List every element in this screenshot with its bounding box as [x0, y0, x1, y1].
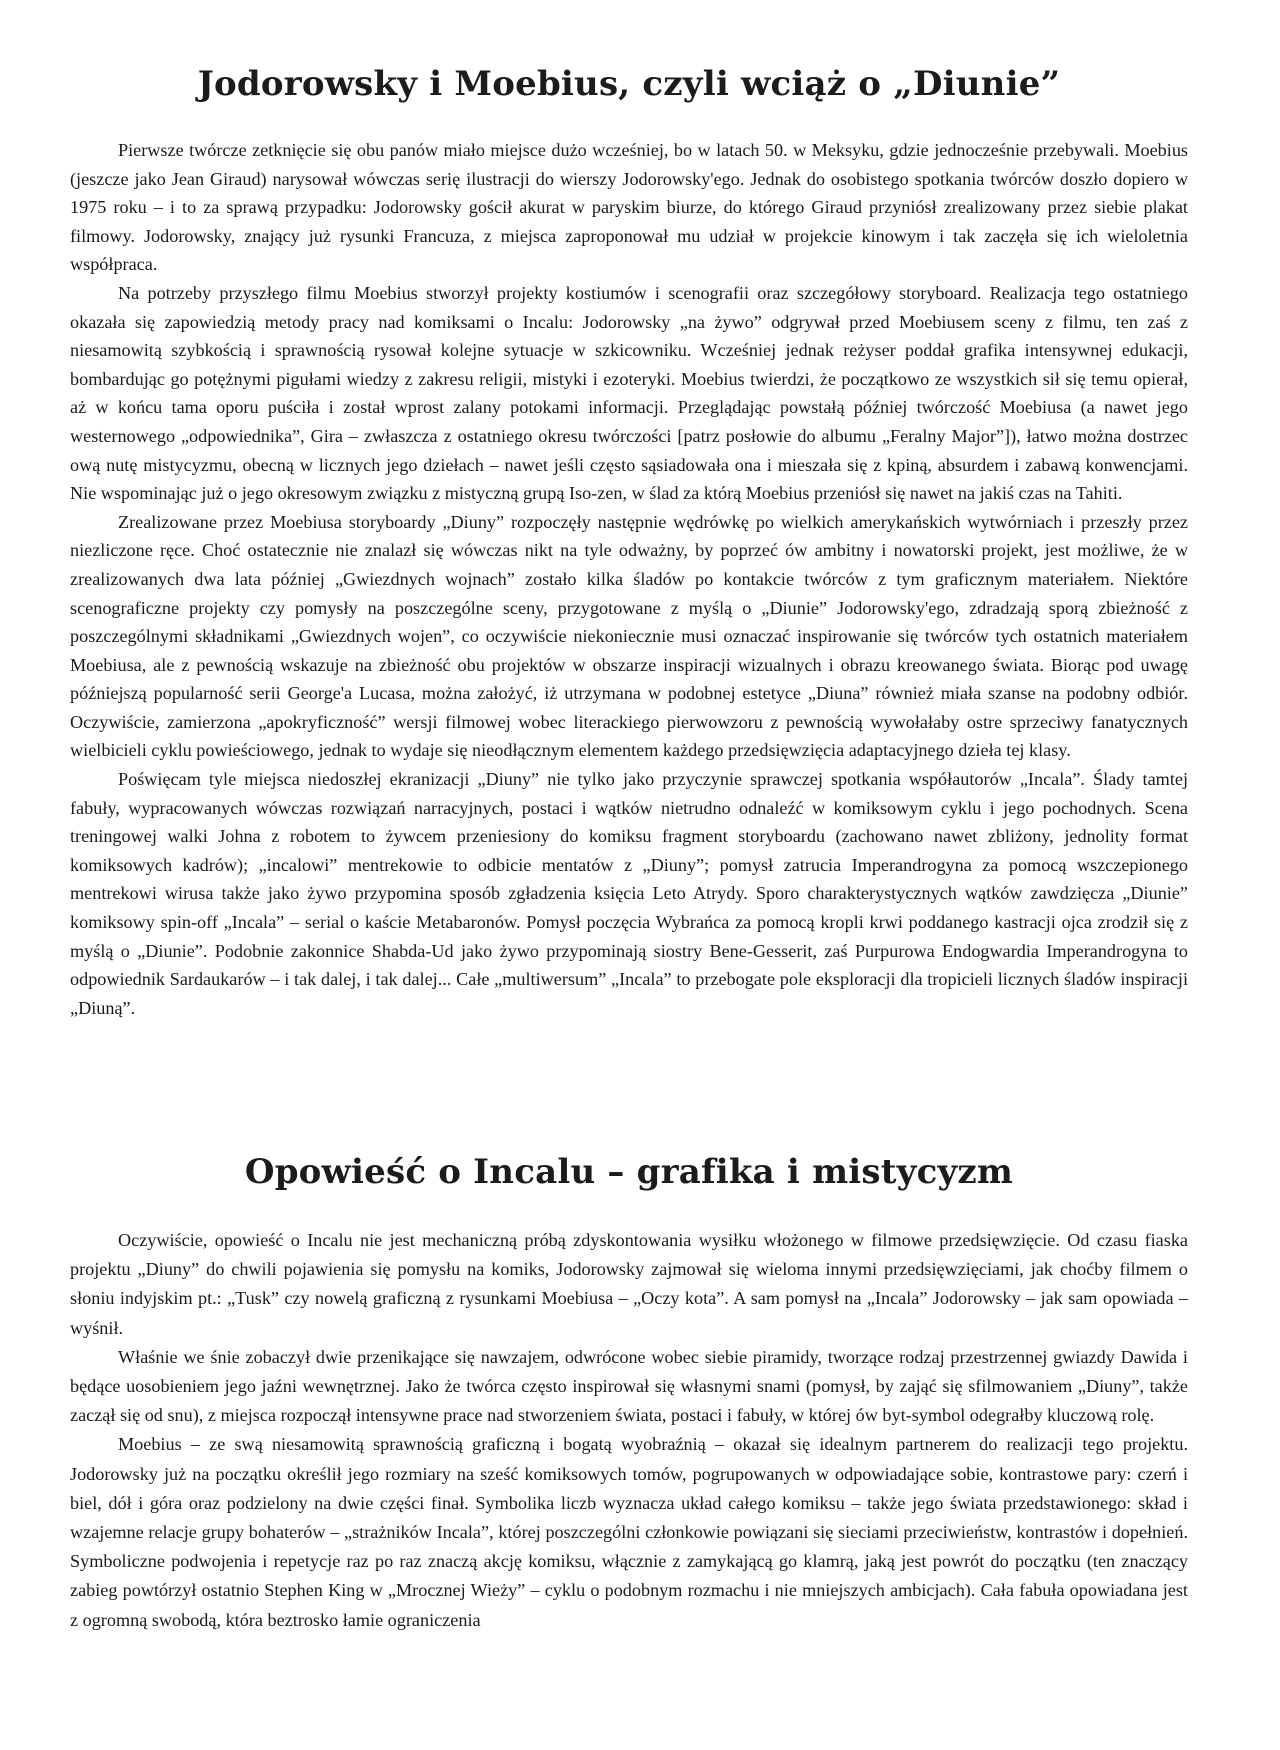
body-paragraph: Moebius – ze swą niesamowitą sprawnością graficzną i bogatą wyobraźnią – okazał się idealnym partnerem do realizacji tego projektu. Jodorowsky już na początku określił jego rozmiary na sześć komiksowych tomów, pogrupowanych w odpowiadające sobie, kontrastowe pary: czerń i biel, dół i góra oraz podzielony na dwie części finał. Symbolika liczb wyznacza układ całego komiksu – także jego świata przedstawionego: skład i wzajemne relacje grupy bohaterów – „strażników Incala”, której poszczególni członkowie powiązani się sieciami przeciwieństw, kontrastów i dopełnień. Symboliczne podwojenia i repetycje raz po raz znaczą akcję komiksu, włącznie z zamykającą go klamrą, jaką jest powrót do początku (ten znaczący zabieg powtórzył ostatnio Stephen King w „Mrocznej Wieży” – cyklu o podobnym rozmachu i nie mniejszych ambicjach). Cała fabuła opowiadana jest z ogromną swobodą, która beztrosko łamie ograniczenia: [70, 1434, 1188, 1630]
body-paragraph: Zrealizowane przez Moebiusa storyboardy „Diuny” rozpoczęły następnie wędrówkę po wielkich amerykańskich wytwórniach i przeszły przez niezliczone ręce. Choć ostatecznie nie znalazł się wówczas nikt na tyle odważny, by poprzeć ów ambitny i nowatorski projekt, jest możliwe, że w zrealizowanych dwa lata później „Gwiezdnych wojnach” zostało kilka śladów po kontakcie twórców z tym graficznym materiałem. Niektóre scenograficzne projekty czy pomysły na poszczególne sceny, przygotowane z myślą o „Diunie” Jodorowsky'ego, zdradzają sporą zbieżność z poszczególnymi składnikami „Gwiezdnych wojen”, co oczywiście niekoniecznie musi oznaczać inspirowanie się twórców tych ostatnich materiałem Moebiusa, ale z pewnością wskazuje na zbieżność obu projektów w obszarze inspiracji wizualnych i obrazu kreowanego świata. Biorąc pod uwagę późniejszą popularność serii George'a Lucasa, można założyć, iż utrzymana w podobnej estetyce „Diuna” również miała szanse na podobny odbiór. Oczywiście, zamierzona „apokryficzność” wersji filmowej wobec literackiego pierwowzoru z pewnością wywołałaby ostre sprzeciwy fanatycznych wielbicieli cyklu powieściowego, jednak to wydaje się nieodłącznym elementem każdego przedsięwzięcia adaptacyjnego dzieła tej klasy.: [70, 511, 1188, 761]
body-paragraph: Właśnie we śnie zobaczył dwie przenikające się nawzajem, odwrócone wobec siebie piramidy, tworzące rodzaj przestrzennej gwiazdy Dawida i będące uosobieniem jego jaźni wewnętrznej. Jako że twórca często inspirował się własnymi snami (pomysł, by zająć się sfilmowaniem „Diuny”, także zaczął się od snu), z miejsca rozpoczął intensywne prace nad stworzeniem świata, postaci i fabuły, w której ów byt-symbol odegrałby kluczową rolę.: [70, 1346, 1188, 1426]
section-heading: Opowieść o Incalu – grafika i mistycyzm: [244, 1152, 1014, 1192]
body-paragraph: Poświęcam tyle miejsca niedoszłej ekranizacji „Diuny” nie tylko jako przyczynie sprawczej spotkania współautorów „Incala”. Ślady tamtej fabuły, wypracowanych wówczas rozwiązań narracyjnych, postaci i wątków nietrudno odnaleźć w komiksowym cyklu i jego pochodnych. Scena treningowej walki Johna z robotem to żywcem przeniesiony do komiksu fragment storyboardu (zachowano nawet zbliżony, jednolity format komiksowych kadrów); „incalowi” mentrekowie to odbicie mentatów z „Diuny”; pomysł zatrucia Imperandrogyna za pomocą wszczepionego mentrekowi wirusa także jako żywo przypomina sposób zgładzenia księcia Leto Atrydy. Sporo charakterystycznych wątków zawdzięcza „Diunie” komiksowy spin-off „Incala” – serial o kaście Metabaronów. Pomysł poczęcia Wybrańca za pomocą kropli krwi poddanego kastracji ojca zrodził się z myślą o „Diunie”. Podobnie zakonnice Shabda-Ud jako żywo przypominają siostry Bene-Gesserit, zaś Purpurowa Endogwardia Imperandrogyna to odpowiednik Sardaukarów – i tak dalej, i tak dalej... Całe „multiwersum” „Incala” to przebogate pole eksploracji dla tropicieli licznych śladów inspiracji „Diuną”.: [70, 769, 1188, 1018]
section-heading: Jodorowsky i Moebius, czyli wciąż o „Diunie”: [197, 64, 1061, 104]
article-section-jodorowsky-moebius: [70, 62, 1188, 1022]
article-section-incal: [70, 1150, 1188, 1635]
body-paragraph: Oczywiście, opowieść o Incalu nie jest mechaniczną próbą zdyskontowania wysiłku włożonego w filmowe przedsięwzięcie. Od czasu fiaska projektu „Diuny” do chwili pojawienia się pomysłu na komiks, Jodorowsky zajmował się wieloma innymi przedsięwzięciami, jak choćby filmem o słoniu indyjskim pt.: „Tusk” czy nowelą graficzną z rysunkami Moebiusa – „Oczy kota”. A sam pomysł na „Incala” Jodorowsky – jak sam opowiada – wyśnił.: [70, 1230, 1188, 1338]
body-paragraph: Pierwsze twórcze zetknięcie się obu panów miało miejsce dużo wcześniej, bo w latach 50. w Meksyku, gdzie jednocześnie przebywali. Moebius (jeszcze jako Jean Giraud) narysował wówczas serię ilustracji do wierszy Jodorowsky'ego. Jednak do osobistego spotkania twórców doszło dopiero w 1975 roku – i to za sprawą przypadku: Jodorowsky gościł akurat w paryskim biurze, do którego Giraud przyniósł zrealizowany przez siebie plakat filmowy. Jodorowsky, znający już rysunki Francuza, z miejsca zaproponował mu udział w projekcie kinowym i tak zaczęła się ich wieloletnia współpraca.: [70, 140, 1188, 275]
body-paragraph: Na potrzeby przyszłego filmu Moebius stworzył projekty kostiumów i scenografii oraz szczegółowy storyboard. Realizacja tego ostatniego okazała się zapowiedzią metody pracy nad komiksami o Incalu: Jodorowsky „na żywo” odgrywał przed Moebiusem sceny z filmu, ten zaś z niesamowitą szybkością i sprawnością rysował kolejne sytuacje w szkicowniku. Wcześniej jednak reżyser poddał grafika intensywnej edukacji, bombardując go potężnymi pigułami wiedzy z zakresu religii, mistyki i ezoteryki. Moebius twierdzi, że początkowo ze wszystkich sił się temu opierał, aż w końcu tama oporu puściła i został wprost zalany potokami informacji. Przeglądając powstałą później twórczość Moebiusa (a nawet jego westernowego „odpowiednika”, Gira – zwłaszcza z ostatniego okresu twórczości [patrz posłowie do albumu „Feralny Major”]), łatwo można dostrzec ową nutę mistycyzmu, obecną w licznych jego dziełach – nawet jeśli często sąsiadowała ona i mieszała się z kpiną, absurdem i zabawą konwencjami. Nie wspominając już o jego okresowym związku z mistyczną grupą Iso-zen, w ślad za którą Moebius przeniósł się nawet na jakiś czas na Tahiti.: [70, 282, 1188, 504]
